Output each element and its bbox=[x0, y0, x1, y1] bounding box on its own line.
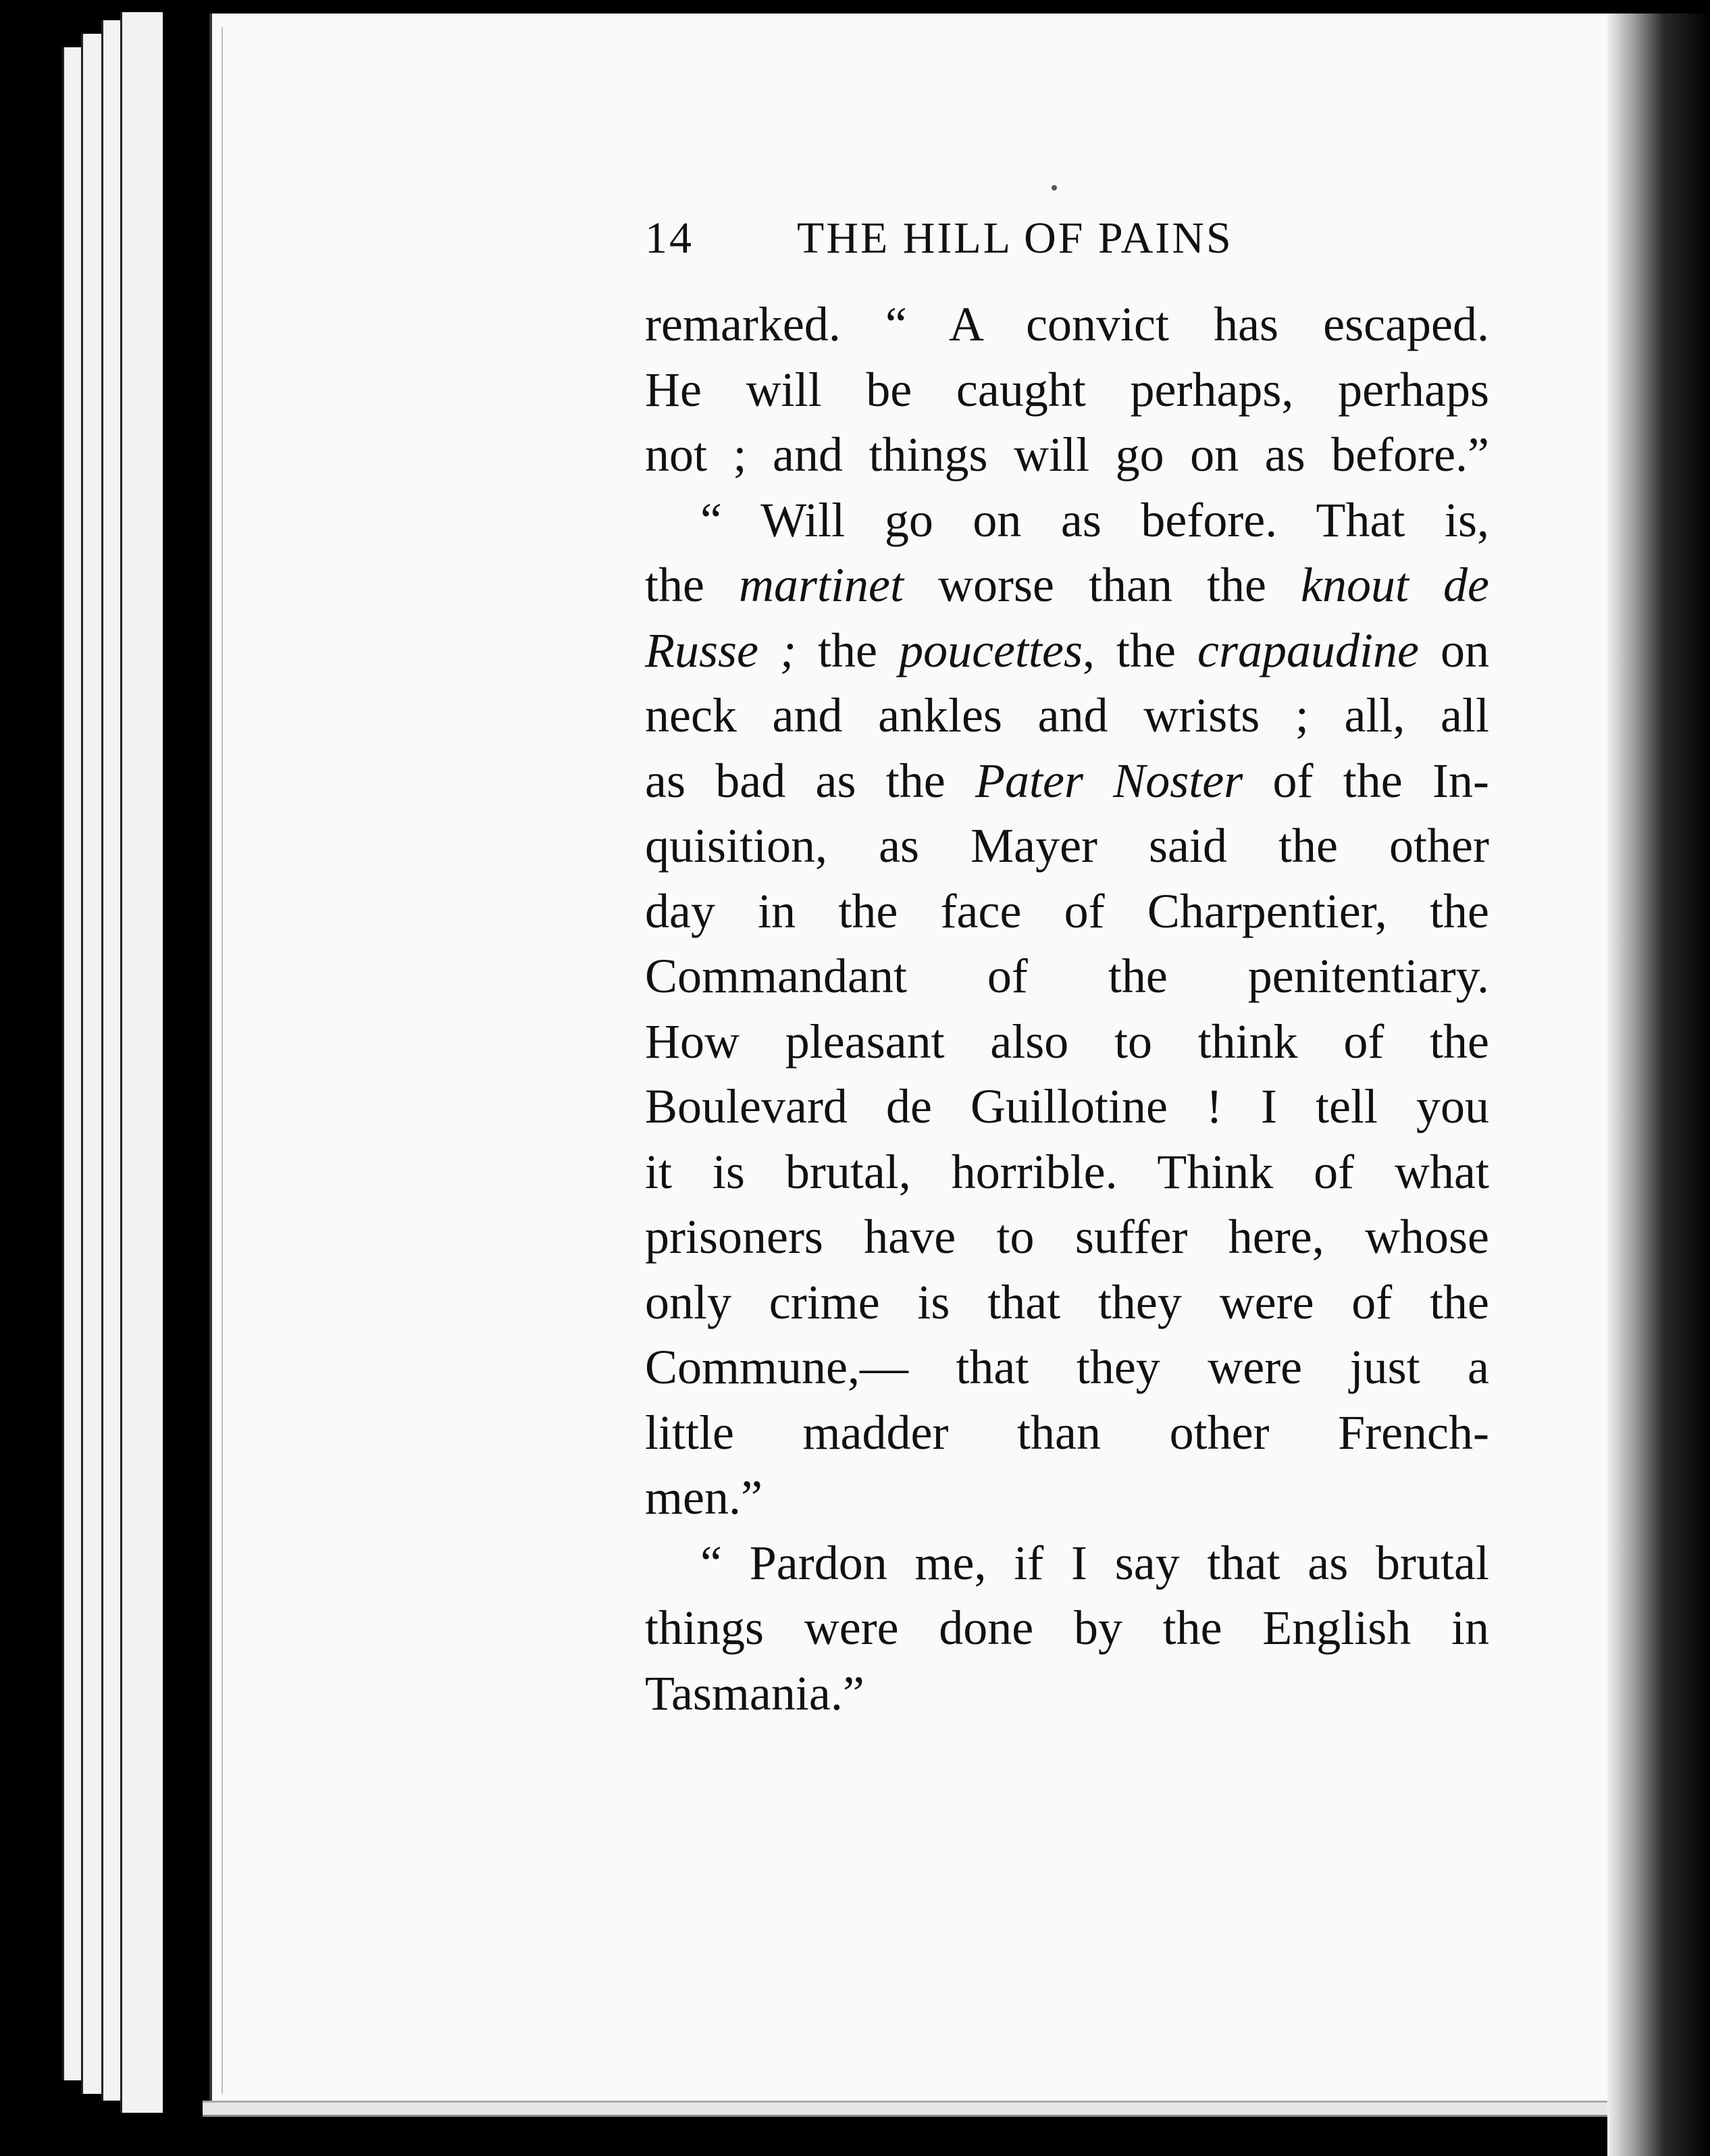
text-line bbox=[645, 813, 1489, 879]
page-number: 14 bbox=[645, 213, 694, 263]
text-segment: men.” bbox=[645, 1470, 762, 1524]
text-segment: on bbox=[1418, 623, 1490, 677]
text-segment: the bbox=[645, 558, 740, 612]
text-line bbox=[645, 1661, 1489, 1726]
text-line bbox=[645, 1074, 1489, 1139]
italic-term: Pater Noster bbox=[975, 753, 1243, 808]
text-line bbox=[645, 553, 1489, 618]
italic-term: knout de bbox=[1301, 558, 1490, 612]
text-segment: as bad as the bbox=[645, 753, 975, 808]
text-line bbox=[645, 1270, 1489, 1335]
text-segment: not ; and things will go on as before.” bbox=[645, 428, 1489, 482]
text-line bbox=[645, 1204, 1489, 1270]
text-segment: “ Pardon me, if I say that as brutal bbox=[700, 1535, 1489, 1590]
text-line bbox=[645, 748, 1489, 814]
text-line bbox=[645, 422, 1489, 488]
italic-term: martinet bbox=[739, 558, 904, 612]
text-line bbox=[645, 1009, 1489, 1075]
text-line bbox=[645, 292, 1489, 357]
text-segment: , the bbox=[1082, 623, 1198, 677]
text-segment: day in the face of Charpentier, the bbox=[645, 883, 1489, 938]
page-border-line bbox=[222, 27, 223, 2094]
italic-term: Russe ; bbox=[645, 623, 796, 677]
text-segment: of the In- bbox=[1243, 753, 1489, 808]
text-segment: little madder than other French- bbox=[645, 1405, 1489, 1460]
italic-term: crapaudine bbox=[1197, 623, 1419, 677]
book-gutter-shadow bbox=[1607, 14, 1710, 2156]
text-line bbox=[645, 1595, 1489, 1661]
text-segment: only crime is that they were of the bbox=[645, 1275, 1489, 1329]
page-edge bbox=[120, 12, 163, 2113]
running-title: THE HILL OF PAINS bbox=[797, 213, 1233, 263]
text-line bbox=[645, 1465, 1489, 1531]
text-segment: Boulevard de Guillotine ! I tell you bbox=[645, 1079, 1489, 1133]
text-segment: prisoners have to suffer here, whose bbox=[645, 1210, 1489, 1264]
text-line bbox=[645, 488, 1489, 553]
text-segment: things were done by the English in bbox=[645, 1601, 1489, 1655]
text-segment: neck and ankles and wrists ; all, all bbox=[645, 688, 1489, 742]
text-segment: “ Will go on as before. That is, bbox=[700, 492, 1489, 547]
text-segment: He will be caught perhaps, perhaps bbox=[645, 362, 1489, 417]
text-segment: remarked. “ A convict has escaped. bbox=[645, 297, 1489, 351]
text-segment: worse than the bbox=[904, 558, 1301, 612]
speck bbox=[1052, 185, 1057, 190]
text-line bbox=[645, 357, 1489, 423]
text-line bbox=[645, 1531, 1489, 1596]
page-bottom-edge bbox=[203, 2101, 1611, 2117]
italic-term: poucettes bbox=[899, 623, 1083, 677]
text-segment: Commandant of the penitentiary. bbox=[645, 949, 1489, 1003]
text-segment: How pleasant also to think of the bbox=[645, 1014, 1489, 1069]
text-segment: quisition, as Mayer said the other bbox=[645, 819, 1489, 873]
text-line bbox=[645, 1139, 1489, 1205]
body-text bbox=[645, 292, 1489, 1726]
text-line bbox=[645, 944, 1489, 1009]
text-line bbox=[645, 879, 1489, 944]
text-segment: it is brutal, horrible. Think of what bbox=[645, 1144, 1489, 1199]
text-segment: Tasmania.” bbox=[645, 1666, 864, 1720]
running-head bbox=[645, 208, 1341, 269]
text-segment: the bbox=[796, 623, 900, 677]
text-line bbox=[645, 1400, 1489, 1466]
text-segment: Commune,— that they were just a bbox=[645, 1340, 1489, 1394]
text-line bbox=[645, 618, 1489, 684]
text-line bbox=[645, 1335, 1489, 1400]
text-line bbox=[645, 683, 1489, 748]
